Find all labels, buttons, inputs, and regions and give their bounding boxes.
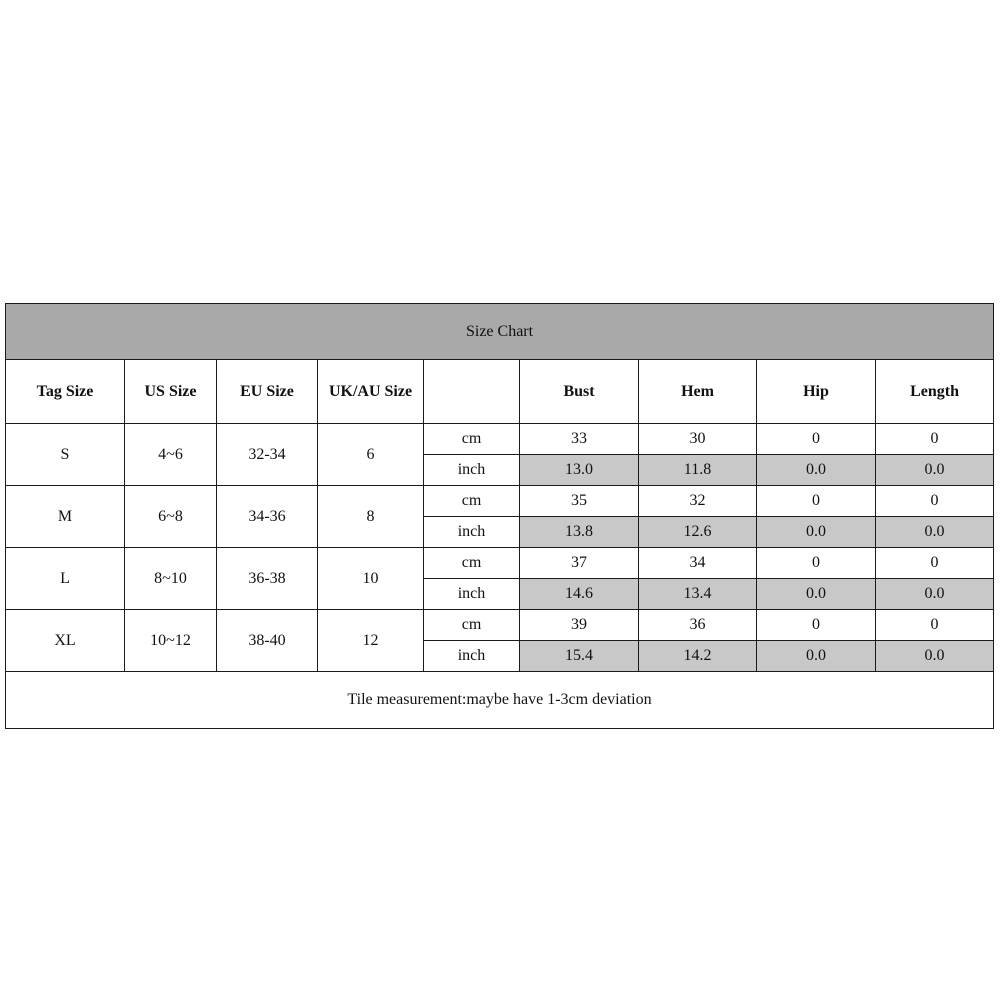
header-hip: Hip — [757, 360, 876, 424]
unit-cell: cm — [424, 610, 520, 641]
hem-cell: 14.2 — [639, 641, 757, 672]
length-cell: 0.0 — [876, 641, 994, 672]
length-cell: 0 — [876, 424, 994, 455]
header-ukau-size: UK/AU Size — [318, 360, 424, 424]
hip-cell: 0.0 — [757, 579, 876, 610]
ukau-size-cell: 10 — [318, 548, 424, 610]
bust-cell: 13.8 — [520, 517, 639, 548]
hem-cell: 30 — [639, 424, 757, 455]
bust-cell: 39 — [520, 610, 639, 641]
eu-size-cell: 36-38 — [217, 548, 318, 610]
hem-cell: 11.8 — [639, 455, 757, 486]
length-cell: 0.0 — [876, 579, 994, 610]
table-row — [6, 548, 994, 579]
eu-size-cell: 38-40 — [217, 610, 318, 672]
tag-size-cell: M — [6, 486, 125, 548]
header-us-size: US Size — [125, 360, 217, 424]
header-row — [6, 360, 994, 424]
hip-cell: 0 — [757, 548, 876, 579]
table-row — [6, 486, 994, 517]
bust-cell: 13.0 — [520, 455, 639, 486]
ukau-size-cell: 8 — [318, 486, 424, 548]
length-cell: 0 — [876, 486, 994, 517]
tag-size-cell: XL — [6, 610, 125, 672]
tag-size-cell: S — [6, 424, 125, 486]
hem-cell: 36 — [639, 610, 757, 641]
length-cell: 0.0 — [876, 455, 994, 486]
us-size-cell: 10~12 — [125, 610, 217, 672]
header-tag-size: Tag Size — [6, 360, 125, 424]
hip-cell: 0.0 — [757, 455, 876, 486]
eu-size-cell: 32-34 — [217, 424, 318, 486]
hip-cell: 0 — [757, 424, 876, 455]
hem-cell: 32 — [639, 486, 757, 517]
unit-cell: cm — [424, 486, 520, 517]
length-cell: 0 — [876, 548, 994, 579]
us-size-cell: 8~10 — [125, 548, 217, 610]
bust-cell: 33 — [520, 424, 639, 455]
unit-cell: inch — [424, 641, 520, 672]
length-cell: 0.0 — [876, 517, 994, 548]
bust-cell: 15.4 — [520, 641, 639, 672]
eu-size-cell: 34-36 — [217, 486, 318, 548]
unit-cell: inch — [424, 517, 520, 548]
bust-cell: 14.6 — [520, 579, 639, 610]
us-size-cell: 4~6 — [125, 424, 217, 486]
size-chart-table — [5, 303, 994, 729]
table-row — [6, 610, 994, 641]
unit-cell: cm — [424, 548, 520, 579]
unit-cell: cm — [424, 424, 520, 455]
hip-cell: 0.0 — [757, 517, 876, 548]
header-unit — [424, 360, 520, 424]
length-cell: 0 — [876, 610, 994, 641]
us-size-cell: 6~8 — [125, 486, 217, 548]
hip-cell: 0 — [757, 486, 876, 517]
header-bust: Bust — [520, 360, 639, 424]
measurement-note: Tile measurement:maybe have 1-3cm deviation — [6, 672, 994, 729]
ukau-size-cell: 6 — [318, 424, 424, 486]
hip-cell: 0 — [757, 610, 876, 641]
hip-cell: 0.0 — [757, 641, 876, 672]
bust-cell: 35 — [520, 486, 639, 517]
table-row — [6, 424, 994, 455]
header-length: Length — [876, 360, 994, 424]
tag-size-cell: L — [6, 548, 125, 610]
hem-cell: 12.6 — [639, 517, 757, 548]
unit-cell: inch — [424, 455, 520, 486]
header-eu-size: EU Size — [217, 360, 318, 424]
unit-cell: inch — [424, 579, 520, 610]
ukau-size-cell: 12 — [318, 610, 424, 672]
hem-cell: 13.4 — [639, 579, 757, 610]
size-chart-title: Size Chart — [6, 304, 994, 360]
bust-cell: 37 — [520, 548, 639, 579]
hem-cell: 34 — [639, 548, 757, 579]
header-hem: Hem — [639, 360, 757, 424]
